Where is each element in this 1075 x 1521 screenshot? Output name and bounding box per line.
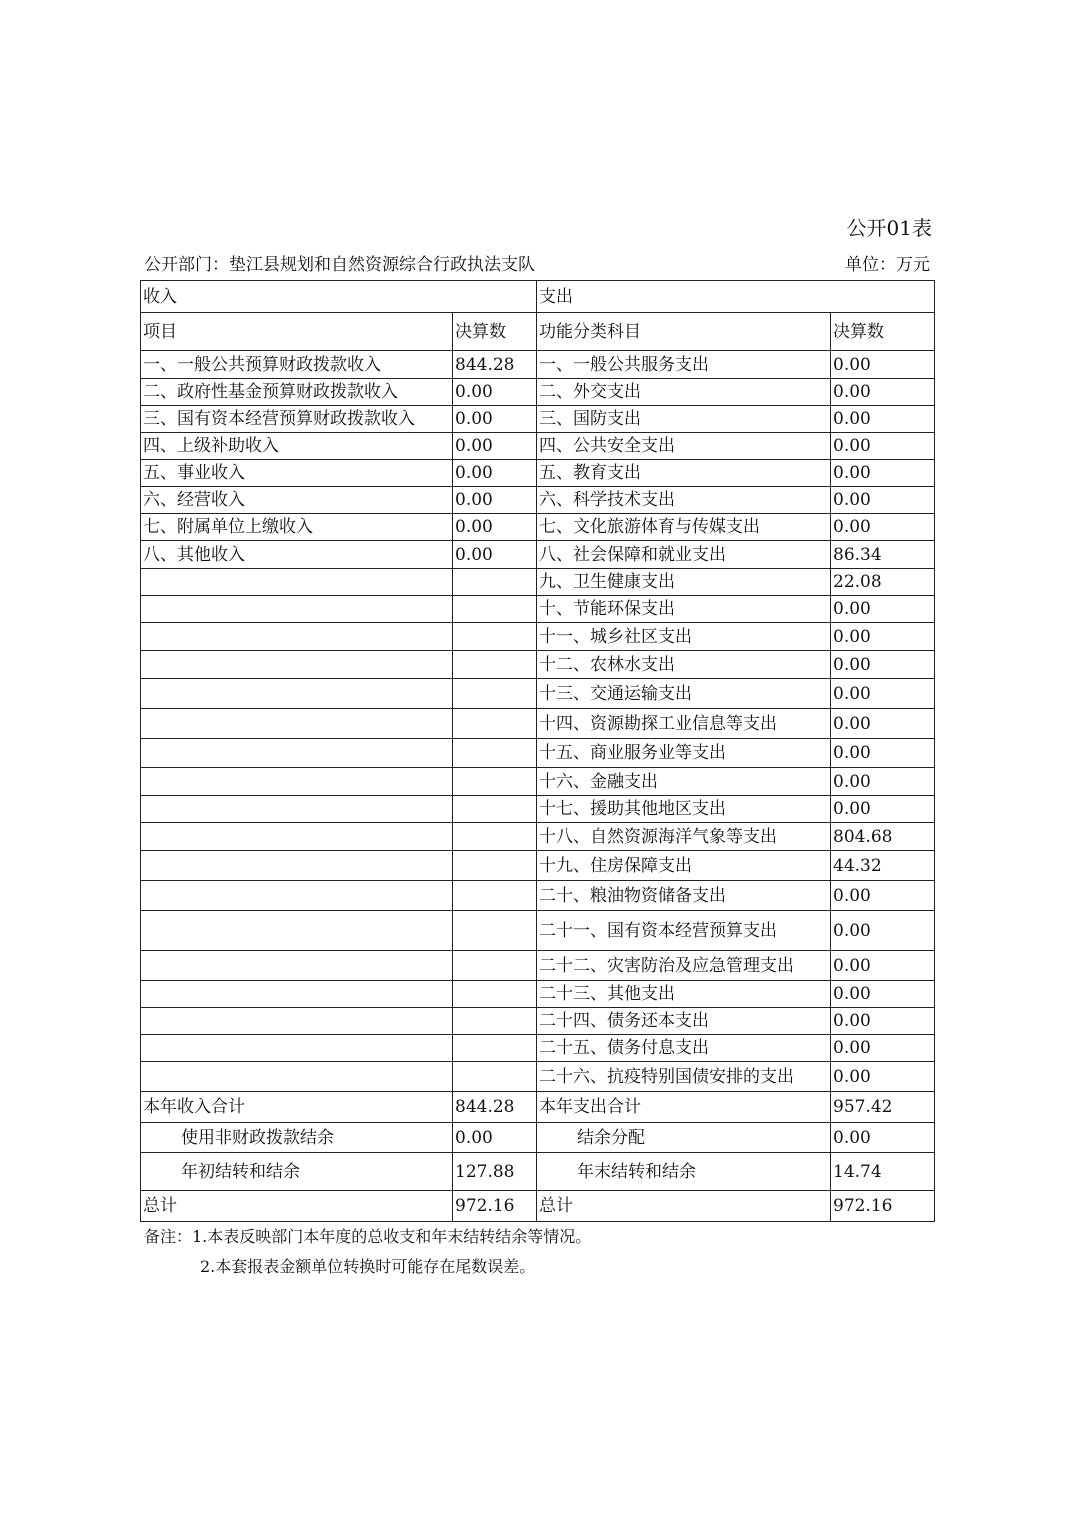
expense-item-value: 44.32 [831,851,935,881]
notes [144,1222,591,1282]
income-item-value [453,596,537,623]
summary-expense-value: 972.16 [831,1191,935,1222]
income-item-label: 八、其他收入 [141,541,453,569]
income-item-label [141,651,453,679]
expense-item-label: 二十六、抗疫特别国债安排的支出 [537,1062,831,1092]
table-row [141,433,935,460]
income-item-label [141,1035,453,1062]
department-label: 公开部门：垫江县规划和自然资源综合行政执法支队 [144,255,535,275]
income-item-value [453,569,537,596]
income-item-value [453,1062,537,1092]
table-row [141,951,935,981]
expense-item-label: 十、节能环保支出 [537,596,831,623]
column-header-row [141,313,935,351]
income-item-value: 0.00 [453,487,537,514]
income-item-value: 844.28 [453,351,537,379]
final-accounts-table [140,280,935,1222]
income-item-value [453,709,537,739]
summary-income-value: 127.88 [453,1153,537,1191]
summary-income-value: 972.16 [453,1191,537,1222]
income-item-label: 三、国有资本经营预算财政拨款收入 [141,406,453,433]
summary-row [141,1123,935,1153]
expense-item-value: 0.00 [831,596,935,623]
expense-item-label: 十七、援助其他地区支出 [537,796,831,823]
income-item-label [141,951,453,981]
income-item-label [141,739,453,768]
income-item-label [141,768,453,796]
summary-expense-label: 本年支出合计 [537,1092,831,1123]
income-item-value [453,679,537,709]
income-item-label [141,881,453,911]
expense-item-value: 0.00 [831,514,935,541]
col-header-item: 项目 [141,313,453,351]
summary-income-label: 年初结转和结余 [141,1153,453,1191]
table-row [141,881,935,911]
income-item-value [453,768,537,796]
expense-item-value: 0.00 [831,623,935,651]
table-row [141,709,935,739]
table-row [141,487,935,514]
income-item-label: 四、上级补助收入 [141,433,453,460]
summary-income-label: 本年收入合计 [141,1092,453,1123]
summary-expense-label: 年末结转和结余 [537,1153,831,1191]
expense-item-value: 0.00 [831,796,935,823]
income-item-label [141,823,453,851]
income-item-label [141,596,453,623]
income-item-value: 0.00 [453,514,537,541]
expense-item-label: 六、科学技术支出 [537,487,831,514]
note-1: 备注：1.本表反映部门本年度的总收支和年末结转结余等情况。 [144,1227,592,1246]
expense-item-label: 二、外交支出 [537,379,831,406]
expense-item-label: 十八、自然资源海洋气象等支出 [537,823,831,851]
expense-item-value: 0.00 [831,379,935,406]
income-item-label [141,623,453,651]
income-item-label: 六、经营收入 [141,487,453,514]
expense-item-value: 0.00 [831,1062,935,1092]
income-item-value [453,911,537,951]
expense-item-value: 0.00 [831,768,935,796]
expense-item-value: 0.00 [831,487,935,514]
expense-item-label: 十四、资源勘探工业信息等支出 [537,709,831,739]
expense-item-label: 九、卫生健康支出 [537,569,831,596]
table-row [141,351,935,379]
table-row [141,679,935,709]
col-header-amount: 决算数 [453,313,537,351]
income-item-value [453,739,537,768]
income-item-label [141,709,453,739]
expense-item-label: 十一、城乡社区支出 [537,623,831,651]
table-row [141,651,935,679]
income-item-value [453,1008,537,1035]
summary-expense-value: 0.00 [831,1123,935,1153]
expense-item-label: 七、文化旅游体育与传媒支出 [537,514,831,541]
table-row [141,851,935,881]
expense-item-value: 0.00 [831,651,935,679]
expense-item-value: 0.00 [831,981,935,1008]
income-item-value [453,851,537,881]
expense-item-value: 0.00 [831,351,935,379]
table-row [141,460,935,487]
table-row [141,739,935,768]
expense-item-label: 四、公共安全支出 [537,433,831,460]
income-item-value [453,623,537,651]
income-item-label [141,796,453,823]
table-row [141,596,935,623]
income-item-label [141,1062,453,1092]
income-item-label [141,911,453,951]
income-item-label [141,569,453,596]
summary-income-label: 总计 [141,1191,453,1222]
table-row [141,1062,935,1092]
summary-expense-value: 14.74 [831,1153,935,1191]
income-item-label [141,1008,453,1035]
summary-row [141,1092,935,1123]
expense-item-label: 二十五、债务付息支出 [537,1035,831,1062]
expense-item-label: 二十三、其他支出 [537,981,831,1008]
table-row [141,541,935,569]
income-item-value [453,981,537,1008]
summary-row [141,1153,935,1191]
income-item-value [453,1035,537,1062]
expense-item-label: 二十一、国有资本经营预算支出 [537,911,831,951]
income-item-value: 0.00 [453,406,537,433]
expense-item-value: 0.00 [831,709,935,739]
summary-income-value: 0.00 [453,1123,537,1153]
expense-item-label: 十六、金融支出 [537,768,831,796]
expense-item-value: 0.00 [831,406,935,433]
table-row [141,768,935,796]
table-row [141,1035,935,1062]
income-item-label: 七、附属单位上缴收入 [141,514,453,541]
table-row [141,911,935,951]
table-row [141,406,935,433]
summary-income-label: 使用非财政拨款结余 [141,1123,453,1153]
expense-item-value: 0.00 [831,911,935,951]
expense-item-value: 0.00 [831,460,935,487]
expense-item-label: 二十二、灾害防治及应急管理支出 [537,951,831,981]
expense-item-value: 804.68 [831,823,935,851]
table-row [141,981,935,1008]
income-item-value [453,796,537,823]
income-item-value [453,823,537,851]
form-code: 公开01表 [846,216,932,240]
unit-label: 单位：万元 [845,255,930,275]
table-row [141,379,935,406]
section-header-row [141,281,935,313]
table-row [141,1008,935,1035]
expense-item-label: 二十、粮油物资储备支出 [537,881,831,911]
income-item-label [141,981,453,1008]
expense-item-label: 十二、农林水支出 [537,651,831,679]
expense-item-value: 0.00 [831,1008,935,1035]
income-item-value: 0.00 [453,379,537,406]
income-item-value: 0.00 [453,460,537,487]
summary-expense-label: 结余分配 [537,1123,831,1153]
expense-item-value: 86.34 [831,541,935,569]
summary-expense-value: 957.42 [831,1092,935,1123]
table-row [141,796,935,823]
income-item-value: 0.00 [453,433,537,460]
income-item-label [141,679,453,709]
table-row [141,823,935,851]
expense-item-label: 十九、住房保障支出 [537,851,831,881]
expense-item-value: 22.08 [831,569,935,596]
expense-item-value: 0.00 [831,739,935,768]
income-item-label [141,851,453,881]
expense-item-label: 八、社会保障和就业支出 [537,541,831,569]
income-item-value [453,651,537,679]
income-item-value [453,951,537,981]
expense-item-label: 十三、交通运输支出 [537,679,831,709]
income-section-header: 收入 [141,281,537,313]
income-item-label: 五、事业收入 [141,460,453,487]
expense-item-label: 三、国防支出 [537,406,831,433]
expense-item-label: 二十四、债务还本支出 [537,1008,831,1035]
expense-item-label: 五、教育支出 [537,460,831,487]
income-item-value: 0.00 [453,541,537,569]
expense-item-label: 十五、商业服务业等支出 [537,739,831,768]
col-header-amount-expense: 决算数 [831,313,935,351]
summary-row [141,1191,935,1222]
expense-item-value: 0.00 [831,1035,935,1062]
expense-item-value: 0.00 [831,433,935,460]
table-row [141,623,935,651]
income-item-label: 一、一般公共预算财政拨款收入 [141,351,453,379]
expense-section-header: 支出 [537,281,935,313]
income-item-value [453,881,537,911]
col-header-function: 功能分类科目 [537,313,831,351]
note-2: 2.本套报表金额单位转换时可能存在尾数误差。 [200,1257,536,1276]
expense-item-value: 0.00 [831,881,935,911]
expense-item-value: 0.00 [831,951,935,981]
table-row [141,569,935,596]
expense-item-value: 0.00 [831,679,935,709]
expense-item-label: 一、一般公共服务支出 [537,351,831,379]
summary-income-value: 844.28 [453,1092,537,1123]
summary-expense-label: 总计 [537,1191,831,1222]
table-row [141,514,935,541]
income-item-label: 二、政府性基金预算财政拨款收入 [141,379,453,406]
